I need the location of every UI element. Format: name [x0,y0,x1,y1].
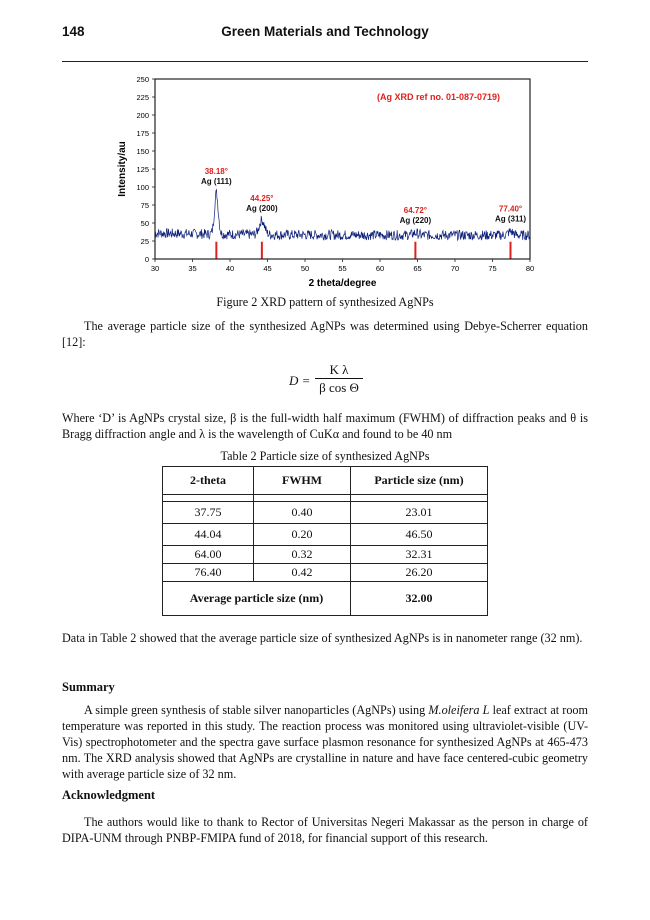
header-rule [62,61,588,62]
table-cell [163,495,254,502]
y-tick-label: 250 [136,75,149,84]
y-tick-label: 50 [140,219,149,228]
paragraph-variable-definitions: Where ‘D’ is AgNPs crystal size, β is the full-width half maximum (FWHM) of diffraction peaks and θ is Bragg diffraction angle and λ is the wavelength of CuKα and found to be 40 nm [62,411,588,441]
equation-denominator: β cos Θ [319,380,359,395]
paragraph-table-discussion: Data in Table 2 showed that the average particle size of synthesized AgNPs is in nanometer range (32 nm). [62,631,583,645]
figure-caption: Figure 2 XRD pattern of synthesized AgNPs [216,295,434,309]
x-axis-label: 2 theta/degree [308,278,377,289]
table-cell: 76.40 [163,564,254,582]
y-tick-label: 0 [144,255,149,264]
y-tick-label: 225 [136,93,149,102]
y-tick-label: 125 [136,165,149,174]
peak-angle-label: 38.18° [204,167,228,177]
table-cell [351,495,488,502]
x-tick-label: 65 [413,264,422,273]
table-cell [254,495,351,502]
peak-angle-label: 64.72° [403,206,428,216]
y-axis [136,75,155,264]
y-tick-label: 25 [140,237,149,246]
table-cell: 37.75 [163,502,254,524]
reference-lines [216,242,510,259]
average-label: Average particle size (nm) [163,582,351,616]
table-cell: 0.42 [254,564,351,582]
summary-text: leaf extract at room temperature was reported in this study. The reaction process was monitored using ultraviolet-visible (UV-Vis) spectrophotometer and the spectra gave surface plasmon resonance for synthesized AgNPs at 465-473 nm. The XRD analysis showed that AgNPs are crystalline in nature and have face centered-cubic geometry with average particle size of 32 nm. [62,703,589,781]
table-spacer-row [163,495,488,502]
paragraph-debye-scherrer: The average particle size of the synthesized AgNPs was determined using Debye-Scherrer equation [12]: [62,319,588,349]
table-cell: 23.01 [351,502,488,524]
particle-size-table [162,466,488,616]
x-tick-label: 80 [525,264,535,273]
table-cell: 32.31 [351,546,488,564]
xrd-pattern-series [155,190,530,241]
table-cell: 46.50 [351,524,488,546]
y-tick-label: 150 [136,147,149,156]
table-row [163,564,488,582]
peak-plane-label: Ag (200) [246,203,278,213]
table-cell: 26.20 [351,564,488,582]
table-cell: 0.20 [254,524,351,546]
x-tick-label: 50 [300,264,310,273]
table-cell: 44.04 [163,524,254,546]
x-tick-label: 55 [338,264,347,273]
x-tick-label: 35 [188,264,197,273]
running-header [62,24,588,40]
summary-heading: Summary [62,680,115,694]
peak-angle-label: 44.25° [250,193,274,203]
average-value: 32.00 [351,582,488,616]
x-tick-label: 70 [450,264,460,273]
fraction-bar [315,378,363,379]
table-row [163,546,488,564]
table-average-row [163,582,488,616]
x-tick-label: 45 [263,264,272,273]
peak-plane-label: Ag (311) [494,214,527,224]
table-row [163,502,488,524]
species-name: M.oleifera L [428,703,490,717]
peak-angle-label: 77.40° [498,204,523,214]
x-axis [151,259,534,273]
journal-title: Green Materials and Technology [221,24,429,39]
acknowledgment-paragraph: The authors would like to thank to Rector of Universitas Negeri Makassar as the person in charge of DIPA-UNM through PNBP-FMIPA fund of 2018, for financial support of this research. [62,815,588,845]
equation-fraction [315,362,363,396]
table-caption: Table 2 Particle size of synthesized AgNPs [220,449,430,463]
y-tick-label: 200 [136,111,149,120]
reference-card-label: (Ag XRD ref no. 01-087-0719) [376,92,500,102]
peak-plane-label: Ag (111) [201,177,232,187]
summary-paragraph [62,702,588,782]
table-cell: 0.40 [254,502,351,524]
summary-text: A simple green synthesis of stable silver nanoparticles (AgNPs) using [84,703,429,717]
x-tick-label: 75 [488,264,497,273]
equation-lhs: D = [289,373,311,388]
acknowledgment-heading: Acknowledgment [62,788,156,802]
peak-plane-label: Ag (220) [399,216,432,226]
column-header: FWHM [254,467,351,495]
table-row [163,524,488,546]
x-tick-label: 60 [375,264,385,273]
y-tick-label: 100 [136,183,149,192]
equation-numerator: K λ [329,362,349,377]
x-tick-label: 40 [225,264,235,273]
table-header-row [163,467,488,495]
column-header: Particle size (nm) [351,467,488,495]
table-cell: 64.00 [163,546,254,564]
column-header: 2-theta [163,467,254,495]
page-number: 148 [62,24,85,39]
y-tick-label: 175 [136,129,149,138]
y-axis-label: Intensity/au [117,141,128,197]
table-cell: 0.32 [254,546,351,564]
y-tick-label: 75 [140,201,149,210]
peak-annotations [201,167,526,225]
x-tick-label: 30 [150,264,160,273]
xrd-chart [113,70,538,292]
